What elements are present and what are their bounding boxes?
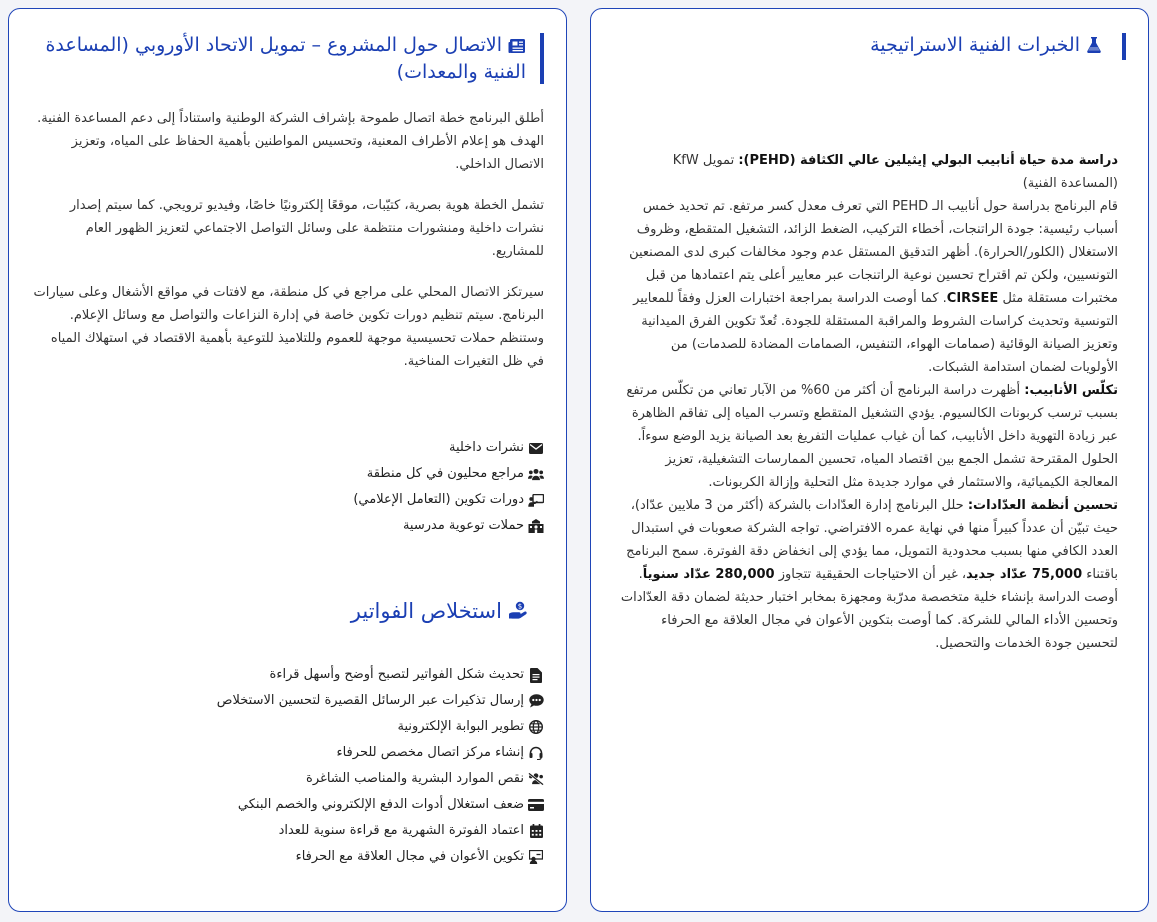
communication-paragraph: سيرتكز الاتصال المحلي على مراجع في كل منطقة، مع لافتات في مواقع الأشغال وعلى سيارات البرنامج. سيتم تنظيم دورات تكوين خاصة في إدارة النزاعات والتواصل مع وسائل الإعلام. وستنظم حملات تحسيسية موجهة للعموم وللتلاميذ للتوعية بأهمية الاقتصاد في استهلاك المياه في ظل التغيرات المناخية.	[33, 285, 544, 369]
hand-holding-dollar-icon	[508, 600, 530, 628]
communication-paragraph: تشمل الخطة هوية بصرية، كتيّبات، موقعًا إلكترونيًا خاصًا، وفيديو ترويجي. كما سيتم إصدار نشرات داخلية ومنشورات منتظمة على وسائل التواصل الاجتماعي لتعزيز الظهور العام للمشاريع.	[69, 198, 544, 259]
file-invoice-icon	[528, 667, 544, 683]
list-item: تحديث شكل الفواتير لتصبح أوضح وأسهل قراءة	[217, 662, 544, 688]
list-item: نشرات داخلية	[353, 435, 544, 461]
recovery-title: $ استخلاص الفواتير	[351, 597, 530, 628]
communication-title: الاتصال حول المشروع – تمويل الاتحاد الأوروبي (المساعدة الفنية والمعدات)	[31, 33, 544, 84]
school-icon	[528, 518, 544, 534]
headset-icon	[528, 745, 544, 761]
users-slash-icon	[528, 771, 544, 787]
list-item: حملات توعوية مدرسية	[353, 513, 544, 539]
strategy-body	[619, 149, 1118, 655]
svg-text:$: $	[517, 602, 523, 611]
credit-card-icon	[528, 797, 544, 813]
globe-icon	[528, 719, 544, 735]
list-item: اعتماد الفوترة الشهرية مع قراءة سنوية للعداد	[217, 818, 544, 844]
scaling-heading: تكلّس الأنابيب:	[1024, 383, 1118, 398]
recovery-list	[217, 662, 544, 870]
sms-icon	[528, 693, 544, 709]
list-item: ضعف استغلال أدوات الدفع الإلكتروني والخصم البنكي	[217, 792, 544, 818]
meters-heading: تحسين أنظمة العدّادات:	[967, 498, 1118, 513]
scaling-paragraph: تكلّس الأنابيب: أظهرت دراسة البرنامج أن أكثر من 60% من الآبار تعاني من تكلّس مرتفع بسبب ترسب كربونات الكالسيوم. يؤدي التشغيل المتقطع وتسرب المياه إلى تفاقم الظاهرة عبر زيادة التهوية داخل الأنابيب، كما أن غياب عمليات التفريغ بعد الصيانة يزيد الوضع سوءاً. الحلول المقترحة تشمل الجمع بين اقتصاد المياه، تحسين الممارسات التشغيلية، تعزيز المعالجة الكيميائية، والاستثمار في موارد جديدة مثل التحلية وإزالة الكربونات.	[626, 383, 1118, 490]
meters-paragraph: تحسين أنظمة العدّادات: حلل البرنامج إدارة العدّادات بالشركة (أكثر من 3 ملايين عدّاد)، حيث تبيّن أن عدداً كبيراً منها في نهاية عمره الافتراضي. تواجه الشركة صعوبات في استبدال العدد الكافي منها بسبب محدودية التمويل، مما يؤدي إلى انخفاض دقة الفوترة. سمح البرنامج باقتناء 75,000 عدّاد جديد، غير أن الاحتياجات الحقيقية تتجاوز 280,000 عدّاد سنوياً. أوصت الدراسة بإنشاء خلية متخصصة مدرّبة ومجهزة بمخابر اختبار حديثة لضمان دقة العدّادات وتحسين الأداء المالي للشركة. كما أوصت بتكوين الأعوان في مجال العلاقة مع الحرفاء لتحسين جودة الخدمات والتحصيل.	[620, 498, 1118, 651]
chalkboard-teacher-icon	[528, 492, 544, 508]
pehd-paragraph: دراسة مدة حياة أنابيب البولي إيثيلين عالي الكثافة (PEHD): تمويل KfW (المساعدة الفنية) قام البرنامج بدراسة حول أنابيب الـ PEHD التي تعرف معدل كسر مرتفع. تم تحديد خمس أسباب رئيسية: جودة الراتنجات، أخطاء التركيب، الضغط الزائد، التشغيل المتقطع، وظروف الاستغلال (الكلور/الحرارة). أظهر التدقيق المستقل عدم وجود مخالفات كبرى لدى المصنعين التونسيين، ولكن تم اقتراح تحسين نوعية الراتنجات عبر معايير أعلى يتم اعتمادها من قبل مختبرات مستقلة مثل CIRSEE. كما أوصت الدراسة بمراجعة اختبارات العزل وفقاً للمعايير التونسية وتحديث كراسات الشروط والمراقبة المستقلة للجودة. تُعدّ تكوين الفرق الميدانية وتعزيز الصيانة الوقائية (صمامات الهواء، التنفيس، الصمامات المضادة للصدمات) من الأولويات لضمان استدامة الشبكات.	[629, 153, 1118, 375]
pehd-heading: دراسة مدة حياة أنابيب البولي إيثيلين عالي الكثافة (PEHD):	[738, 153, 1118, 168]
list-item: مراجع محليون في كل منطقة	[353, 461, 544, 487]
communication-list	[353, 435, 544, 539]
strategy-title: الخبرات الفنية الاستراتيجية	[613, 33, 1126, 60]
lab-name: CIRSEE	[946, 291, 999, 306]
flask-icon	[1086, 36, 1102, 60]
list-item: دورات تكوين (التعامل الإعلامي)	[353, 487, 544, 513]
newspaper-icon	[508, 36, 526, 60]
users-icon	[528, 466, 544, 482]
list-item: إرسال تذكيرات عبر الرسائل القصيرة لتحسين الاستخلاص	[217, 688, 544, 714]
user-tie-icon	[528, 849, 544, 865]
communication-card	[8, 8, 567, 912]
communication-body	[33, 107, 544, 373]
list-item: تطوير البوابة الإلكترونية	[217, 714, 544, 740]
list-item: نقص الموارد البشرية والمناصب الشاغرة	[217, 766, 544, 792]
strategy-card	[590, 8, 1149, 912]
list-item: تكوين الأعوان في مجال العلاقة مع الحرفاء	[217, 844, 544, 870]
list-item: إنشاء مركز اتصال مخصص للحرفاء	[217, 740, 544, 766]
communication-paragraph: أطلق البرنامج خطة اتصال طموحة بإشراف الشركة الوطنية واستناداً إلى دعم المساعدة الفنية. الهدف هو إعلام الأطراف المعنية، وتحسيس المواطنين بأهمية الحفاظ على المياه، وتعزيز الاتصال الداخلي.	[37, 111, 544, 172]
envelope-icon	[528, 440, 544, 456]
calendar-icon	[528, 823, 544, 839]
